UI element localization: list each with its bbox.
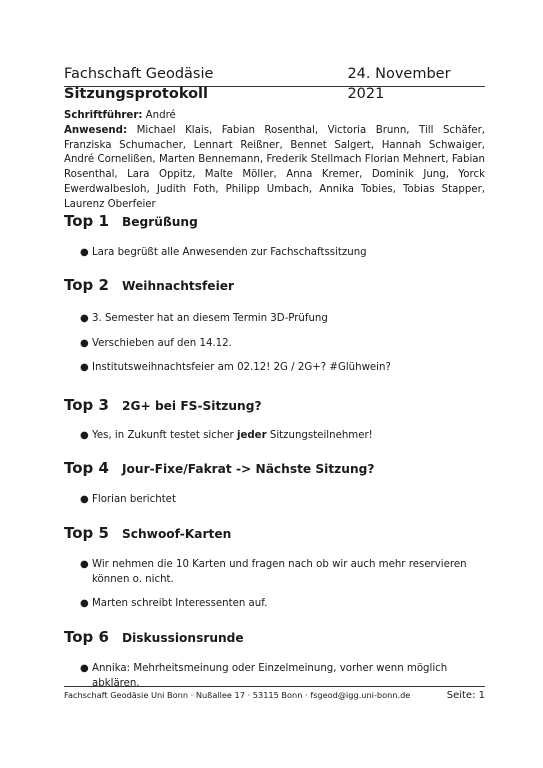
- meta-block: [64, 109, 485, 213]
- bullet-icon: ●: [80, 430, 89, 441]
- section-number: Top 3: [64, 396, 109, 414]
- item-list: [64, 558, 485, 612]
- list-item: ● Verschieben auf den 14.12.: [64, 337, 485, 352]
- bullet-icon: ●: [80, 559, 89, 570]
- footer-divider: [64, 686, 485, 687]
- section-title: Jour-Fixe/Fakrat -> Nächste Sitzung?: [122, 462, 375, 476]
- item-list: [64, 493, 485, 508]
- recorder-line: [64, 109, 485, 124]
- recorder-name: André: [145, 110, 176, 121]
- section-top-6: [64, 628, 485, 691]
- bullet-icon: ●: [80, 598, 89, 609]
- item-list: [64, 312, 485, 376]
- section-number: Top 6: [64, 628, 109, 646]
- item-list: [64, 246, 485, 261]
- attendees-list: Michael Klais, Fabian Rosenthal, Victoria Brunn, Till Schäfer, Franziska Schumacher, Lennart Reißner, Bennet Salgert, Hannah Schwaiger, André Cornelißen, Marten Bennemann, Frederik Stellmach Florian Mehnert, Fabian Rosenthal, Lara Oppitz, Malte Möller, Anna Kremer, Dominik Jung, Yorck Ewerdwalbesloh, Judith Foth, Philipp Umbach, Annika Tobies, Tobias Stapper, Laurenz Oberfeier: [64, 124, 485, 210]
- section-number: Top 5: [64, 524, 109, 542]
- bullet-icon: ●: [80, 494, 89, 505]
- header-org: Fachschaft Geodäsie: [64, 66, 214, 82]
- footer-address: Fachschaft Geodäsie Uni Bonn · Nußallee 17 · 53115 Bonn · fsgeod@igg.uni-bonn.de: [64, 690, 411, 700]
- section-title: Diskussionsrunde: [122, 631, 244, 645]
- section-heading: [64, 459, 485, 481]
- bullet-icon: ●: [80, 247, 89, 258]
- section-title: Weihnachtsfeier: [122, 279, 235, 293]
- section-top-1: [64, 212, 485, 261]
- section-number: Top 1: [64, 212, 109, 230]
- section-number: Top 4: [64, 459, 109, 477]
- list-item: ● 3. Semester hat an diesem Termin 3D-Prüfung: [64, 312, 485, 327]
- list-item: ● Annika: Mehrheitsmeinung oder Einzelmeinung, vorher wenn möglich abklären.: [80, 663, 448, 689]
- header-title-group: [64, 64, 347, 104]
- bullet-icon: ●: [80, 337, 89, 349]
- section-top-3: [64, 396, 485, 444]
- list-item: ● Wir nehmen die 10 Karten und fragen nach ob wir auch mehr reservieren können o. nicht.: [80, 559, 467, 585]
- attendees-line: [64, 124, 485, 213]
- section-top-4: [64, 459, 485, 508]
- section-title: Begrüßung: [122, 215, 198, 229]
- section-heading: [64, 396, 485, 418]
- section-title: Schwoof-Karten: [122, 527, 232, 541]
- section-heading: [64, 276, 485, 298]
- page-footer: [64, 690, 485, 701]
- section-number: Top 2: [64, 276, 109, 294]
- list-item: ● Lara begrüßt alle Anwesenden zur Fachschaftssitzung: [64, 246, 485, 261]
- section-heading: [64, 628, 485, 650]
- list-item: ● Florian berichtet: [64, 493, 485, 508]
- section-title: 2G+ bei FS-Sitzung?: [122, 399, 262, 413]
- list-item: ● Institutsweihnachtsfeier am 02.12! 2G / 2G+? #Glühwein?: [64, 361, 485, 376]
- section-heading: [64, 212, 485, 234]
- page-header: [64, 64, 485, 104]
- list-item: ● Marten schreibt Interessenten auf.: [64, 597, 485, 612]
- section-top-2: [64, 276, 485, 376]
- bullet-icon: ●: [80, 362, 89, 373]
- header-date: 24. November 2021: [347, 66, 451, 102]
- page-number: Seite: 1: [446, 690, 485, 701]
- header-divider: [64, 86, 485, 87]
- item-list: [64, 429, 485, 444]
- section-heading: [64, 524, 485, 546]
- attendees-label: Anwesend:: [64, 124, 128, 136]
- recorder-label: Schriftführer:: [64, 110, 143, 121]
- header-title: Sitzungsprotokoll: [64, 86, 208, 102]
- list-item: ● Yes, in Zukunft testet sicher jeder Sitzungsteilnehmer!: [64, 429, 485, 444]
- section-top-5: [64, 524, 485, 612]
- bullet-icon: ●: [80, 663, 89, 674]
- bullet-icon: ●: [80, 313, 89, 324]
